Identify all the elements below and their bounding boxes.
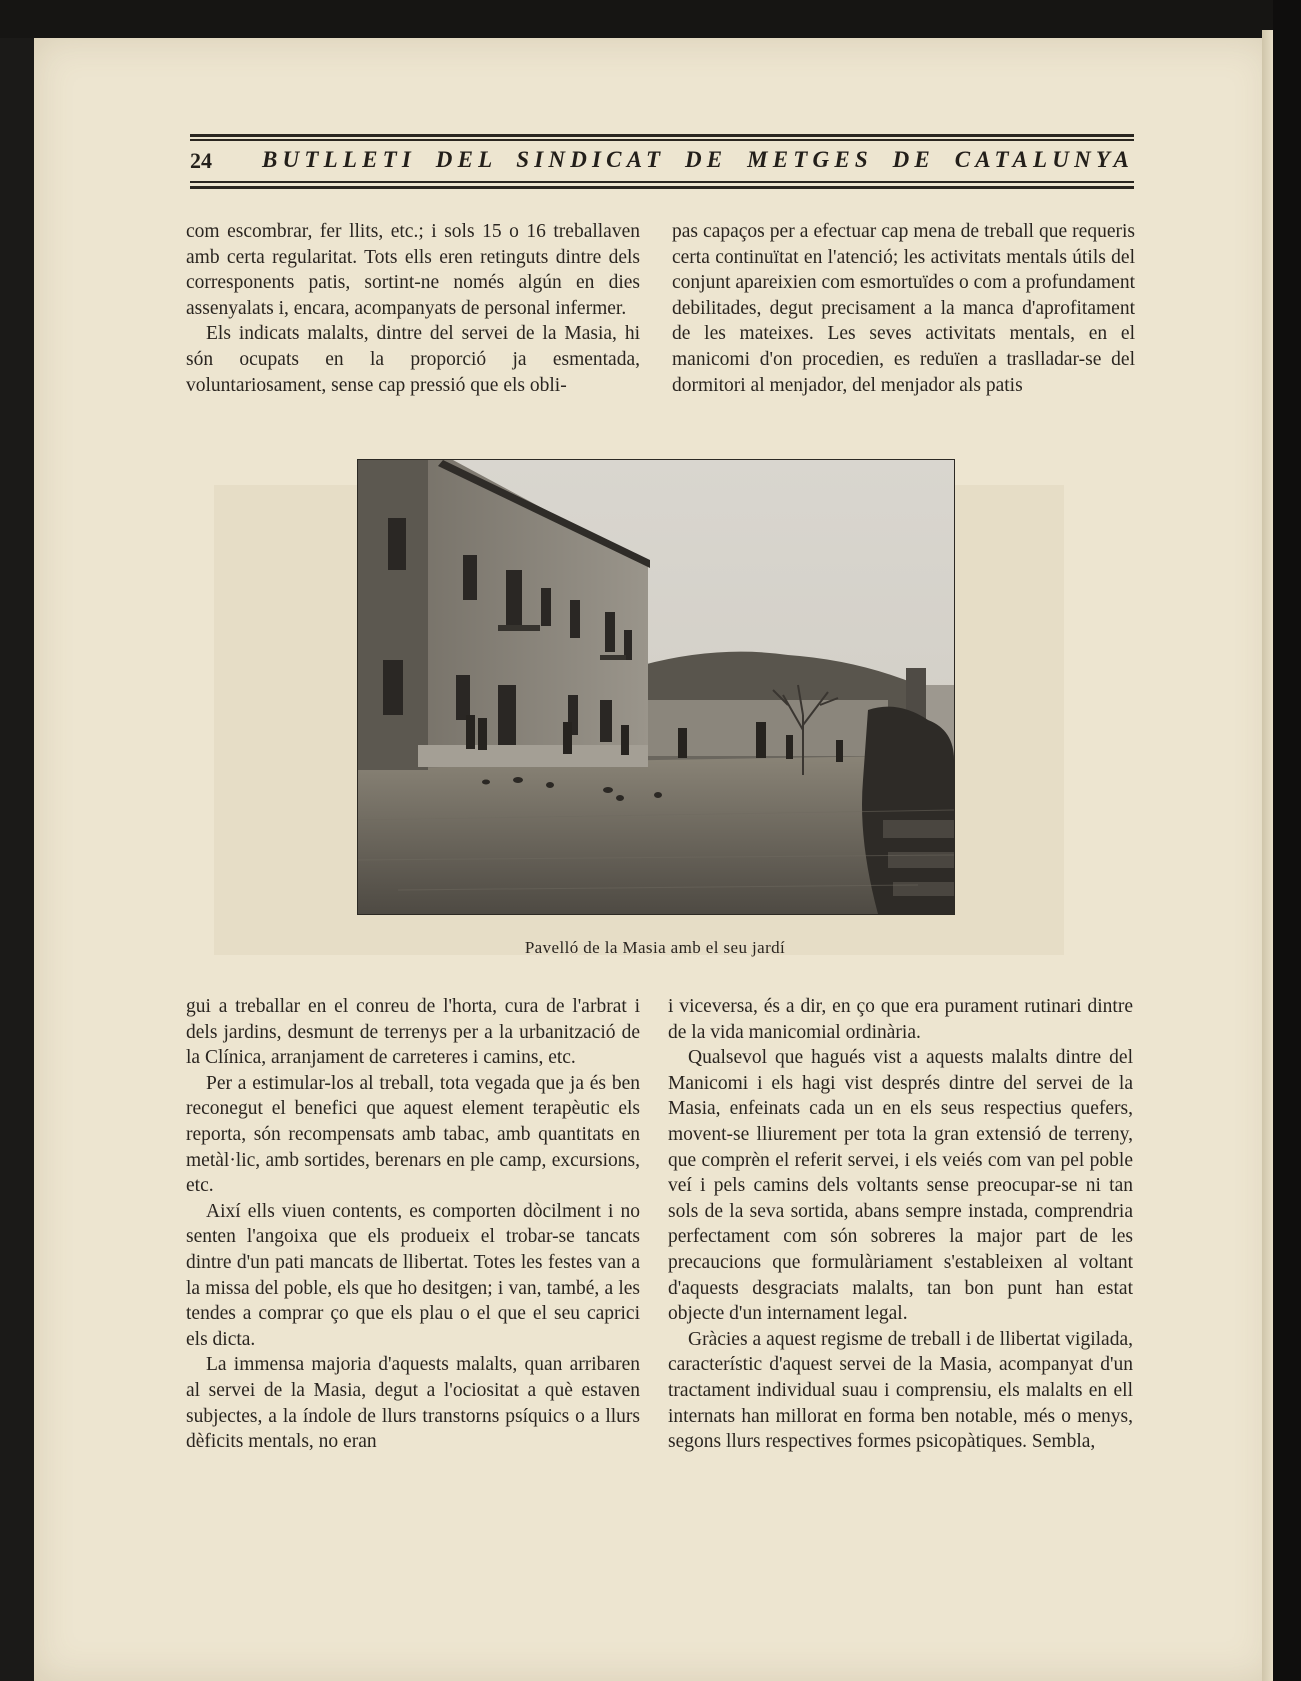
paragraph: i viceversa, és a dir, en ço que era purament rutinari dintre de la vida manicomial ordinària.	[668, 996, 1133, 1043]
photograph-masia-pavilion	[357, 459, 955, 915]
header-rule-top	[190, 134, 1134, 137]
column-top-left	[186, 219, 640, 398]
column-bottom-right	[668, 994, 1133, 1455]
paragraph: Qualsevol que hagués vist a aquests malalts dintre del Manicomi i els hagi vist després dintre del servei de la Masia, enfeinats cada un en els seus respectius quefers, movent-se lliurement per tota la gran extensió de terreny, que comprèn el referit servei, i els veiés com van pel poble veí i pels camins dels voltants sense preocupar-se ni tan sols de la seva sortida, abans sempre instada, comprendria perfectament com són sobreres la major part de les precaucions que formulàriament s'estableixen al voltant d'aquests desgraciats malalts, tan bon punt han estat objecte d'un internament legal.	[668, 1047, 1133, 1325]
header-rule-bottom	[190, 186, 1134, 189]
header-rule-top-thin	[190, 139, 1134, 141]
paragraph: pas capaços per a efectuar cap mena de treball que requeris certa continuïtat en l'atenció; les activitats mentals útils del conjunt apareixien com esmortuïdes o com a profundament debilitades, degut precisament a la manca d'aprofitament de les mateixes. Les seves activitats mentals, en el manicomi d'on procedien, es reduïen a traslladar-se del dormitori al menjador, del menjador als patis	[672, 221, 1135, 396]
paragraph: Per a estimular-los al treball, tota vegada que ja és ben reconegut el benefici que aquest element terapèutic els reporta, són recompensats amb tabac, amb quantitats en metàl·lic, amb sortides, berenars en ple camp, excursions, etc.	[186, 1072, 640, 1197]
paragraph: La immensa majoria d'aquests malalts, quan arribaren al servei de la Masia, degut a l'ociositat a què estaven subjectes, a la índole de llurs transtorns psíquics o a llurs dèficits mentals, no eran	[186, 1354, 640, 1453]
column-top-right	[672, 219, 1135, 398]
photo-image	[358, 460, 954, 914]
page-number: 24	[190, 148, 212, 173]
column-bottom-left	[186, 994, 640, 1455]
header-rule-bottom-thin	[190, 181, 1134, 183]
paragraph: Gràcies a aquest regisme de treball i de llibertat vigilada, característic d'aquest servei de la Masia, acompanyat d'un tractament individual suau i comprensiu, els malalts en ell internats han millorat en forma ben notable, més o menys, segons llurs respectives formes psicopàtiques. Sembla,	[668, 1328, 1133, 1453]
paragraph: com escombrar, fer llits, etc.; i sols 15 o 16 treballaven amb certa regularitat. Tots ells eren retinguts dintre dels corresponents patis, sortint-ne només algún en dies assenyalats i, encara, acompanyats de personal infermer.	[186, 221, 640, 319]
paragraph: Els indicats malalts, dintre del servei de la Masia, hi són ocupats en la proporció ja esmentada, voluntariosament, sense cap pressió que els obli-	[186, 323, 640, 396]
paragraph: gui a treballar en el conreu de l'horta, cura de l'arbrat i dels jardins, desmunt de terrenys per a la urbanització de la Clínica, arranjament de carreteres i camins, etc.	[186, 996, 640, 1069]
paragraph: Així ells viuen contents, es comporten dòcilment i no senten l'angoixa que els produeix el trobar-se tancats dintre d'un pati mancats de llibertat. Totes les festes van a la missa del poble, els que ho desitgen; i van, també, a les tendes a comprar ço que els plau o el que el seu caprici els dicta.	[186, 1200, 640, 1350]
running-header	[190, 145, 1134, 177]
journal-title: BUTLLETI DEL SINDICAT DE METGES DE CATALUNYA	[262, 147, 1134, 172]
photo-caption: Pavelló de la Masia amb el seu jardí	[524, 938, 786, 957]
